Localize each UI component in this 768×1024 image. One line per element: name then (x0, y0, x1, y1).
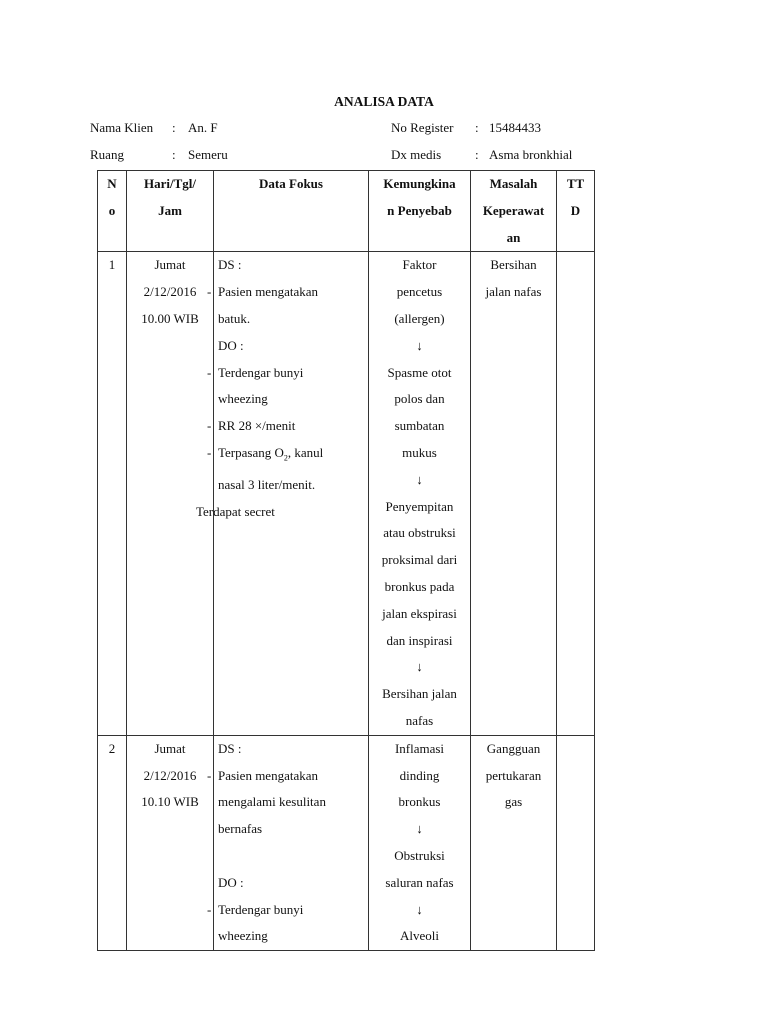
header-ttd: TT D (557, 171, 595, 252)
row-problem: Gangguan pertukaran gas (471, 735, 557, 950)
register-label: No Register (391, 120, 454, 135)
arrow-down-icon: ↓ (416, 821, 423, 837)
table-row (98, 735, 595, 950)
header-date: Hari/Tgl/ Jam (127, 171, 214, 252)
diagnosis-value: Asma bronkhial (489, 147, 573, 162)
patient-name-label: Nama Klien (90, 120, 154, 135)
row-data-focus: DS : - Pasien mengatakan mengalami kesulitan bernafas DO : - Terdengar bunyi wheezing (214, 735, 369, 950)
analysis-table (97, 170, 595, 951)
patient-room-label: Ruang (90, 147, 124, 162)
row-data-focus: DS : - Pasien mengatakan batuk. DO : - Terdengar bunyi wheezing - RR 28 ×/menit - Terpasang $O_2$, kanul nasal 3 liter/menit. Terdapat secret (214, 252, 369, 735)
page-title: ANALISA DATA (334, 94, 434, 109)
header-problem: Masalah Keperawat an (471, 171, 557, 252)
arrow-down-icon: ↓ (416, 337, 423, 353)
header-data-focus: Data Fokus (214, 171, 369, 252)
patient-name-value: An. F (188, 120, 218, 135)
row-date: Jumat 2/12/2016 10.10 WIB (127, 735, 214, 950)
patient-room-value: Semeru (188, 147, 228, 162)
row-date: Jumat 2/12/2016 10.00 WIB (127, 252, 214, 735)
do-label: DO : (218, 874, 244, 890)
arrow-down-icon: ↓ (416, 659, 423, 675)
arrow-down-icon: ↓ (416, 901, 423, 917)
header-cause: Kemungkina n Penyebab (369, 171, 471, 252)
row-problem: Bersihan jalan nafas (471, 252, 557, 735)
header-no: N o (98, 171, 127, 252)
diagnosis-label: Dx medis (391, 147, 442, 162)
patient-room-sep: : (172, 147, 176, 162)
arrow-down-icon: ↓ (416, 471, 423, 487)
do-label: DO : (218, 337, 244, 353)
row-cause: Inflamasi dinding bronkus ↓ Obstruksi saluran nafas ↓ Alveoli (369, 735, 471, 950)
table-row (98, 252, 595, 735)
row-cause: Faktor pencetus (allergen) ↓ Spasme otot polos dan sumbatan mukus ↓ Penyempitan atau obstruksi proksimal dari bronkus pada jalan ekspirasi dan inspirasi ↓ Bersihan jalan nafas (369, 252, 471, 735)
row-no: 1 (98, 252, 127, 735)
register-sep: : (475, 120, 479, 135)
ds-label: DS : (218, 740, 242, 756)
row-ttd (557, 735, 595, 950)
row-no: 2 (98, 735, 127, 950)
patient-name-sep: : (172, 120, 176, 135)
register-value: 15484433 (489, 120, 541, 135)
row-ttd (557, 252, 595, 735)
diagnosis-sep: : (475, 147, 479, 162)
ds-label: DS : (218, 257, 242, 273)
table-header-row (98, 171, 595, 252)
